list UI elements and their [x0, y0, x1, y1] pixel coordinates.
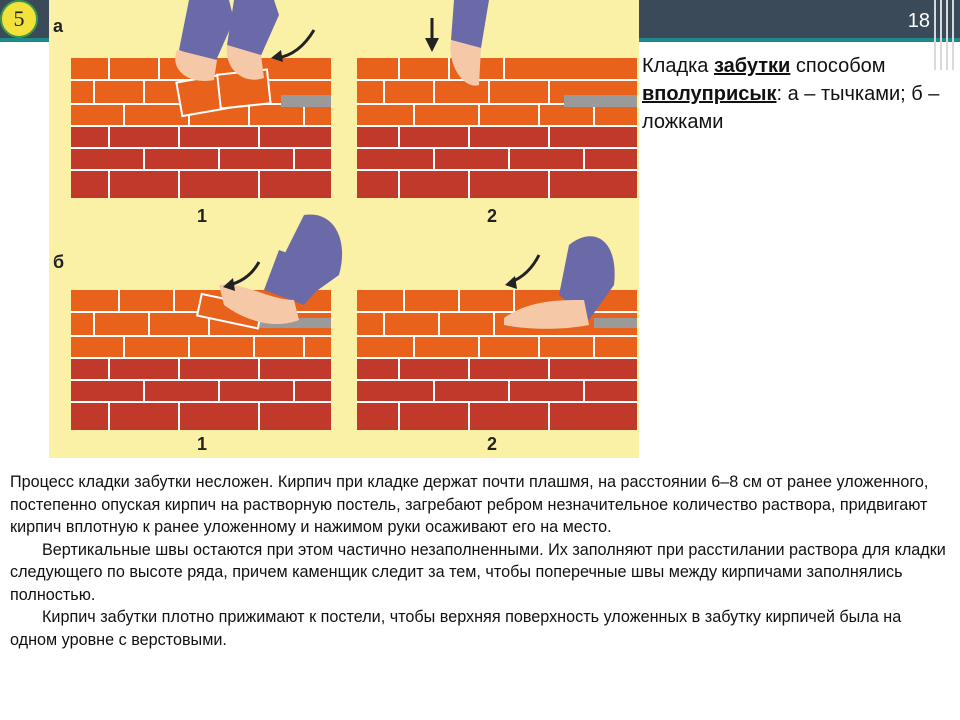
description-text [10, 471, 950, 651]
label-a2: 2 [487, 206, 498, 226]
slide-badge: 5 [0, 0, 38, 38]
wall-b1 [71, 214, 342, 430]
caption-prefix: Кладка [642, 55, 714, 77]
figure-caption [642, 52, 942, 136]
wall-b2 [357, 236, 637, 430]
wall-a2 [357, 0, 637, 198]
label-b: б [53, 252, 65, 272]
brick-laying-illustration [49, 0, 639, 458]
wall-a1 [71, 0, 331, 198]
paragraph-1: Процесс кладки забутки несложен. Кирпич при кладке держат почти плашмя, на расстоянии 6–8 см от ранее уложенного, постепенно опуская кирпич на растворную постель, загребают ребром незначительное количество раствора, придвигают кирпич вплотную к ранее уложенному и нажимом руки осаживают его на место. [10, 473, 929, 536]
label-b1: 1 [197, 434, 208, 454]
label-b2: 2 [487, 434, 498, 454]
paragraph-3: Кирпич забутки плотно прижимают к постели, чтобы верхняя поверхность уложенных в забутку кирпичей была на одном уровне с верстовыми. [10, 608, 902, 649]
slide-number: 18 [907, 10, 930, 32]
label-a: а [53, 16, 64, 36]
paragraph-2: Вертикальные швы остаются при этом частично незаполненными. Их заполняют при расстилании раствора для кладки следующего по высоте ряда, причем каменщик следит за тем, чтобы поперечные швы между кирпичами заполнялись полностью. [10, 540, 946, 604]
label-a1: 1 [197, 206, 208, 226]
caption-term-vpolupprisyk: вполуприсык [642, 83, 777, 105]
caption-term-zabutka: забутки [713, 55, 791, 77]
caption-middle: способом [790, 55, 886, 77]
caption-suffix: : а – тычками; б – ложками [642, 83, 940, 133]
